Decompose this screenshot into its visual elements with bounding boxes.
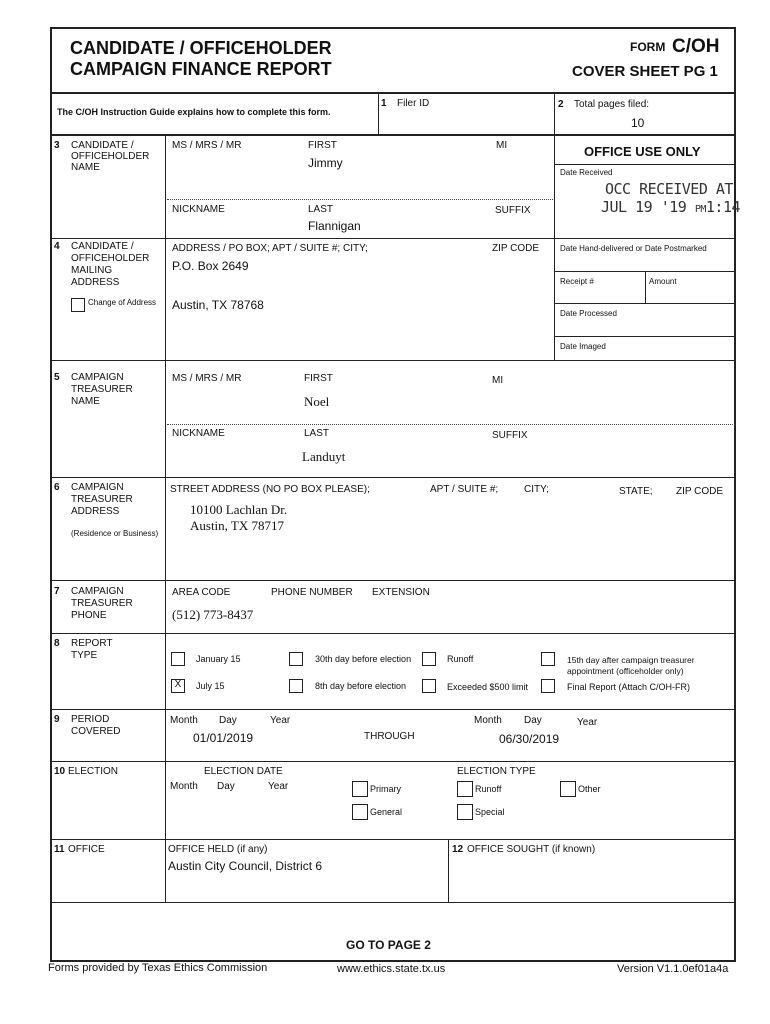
section-7-label: PHONE bbox=[71, 610, 107, 621]
footer-url[interactable]: www.ethics.state.tx.us bbox=[337, 963, 446, 975]
form-prefix: FORM bbox=[630, 40, 666, 54]
election-other-label: Other bbox=[578, 784, 601, 794]
form-code: C/OH bbox=[672, 36, 720, 57]
report-type-july-label: July 15 bbox=[196, 681, 225, 691]
election-other-checkbox[interactable] bbox=[560, 781, 576, 797]
cover-sheet-label: COVER SHEET PG 1 bbox=[572, 63, 718, 80]
mailing-zip-header: ZIP CODE bbox=[492, 243, 540, 254]
election-special-label: Special bbox=[475, 807, 505, 817]
treasurer-suffix-label: SUFFIX bbox=[492, 430, 528, 441]
go-to-page-2: GO TO PAGE 2 bbox=[346, 938, 431, 952]
section-5-num: 5 bbox=[54, 372, 60, 383]
treasurer-title-label: MS / MRS / MR bbox=[172, 373, 242, 384]
section-11-num: 11 bbox=[54, 844, 65, 855]
section-10-label: ELECTION bbox=[68, 766, 119, 777]
report-type-january-label: January 15 bbox=[196, 654, 241, 664]
section-5-label: NAME bbox=[71, 396, 100, 407]
candidate-nickname-label: NICKNAME bbox=[172, 204, 225, 215]
date-imaged-label: Date Imaged bbox=[560, 342, 606, 351]
filer-id-label: Filer ID bbox=[397, 98, 430, 109]
treasurer-first-name[interactable]: Noel bbox=[304, 394, 330, 409]
treasurer-state-header: STATE; bbox=[619, 486, 653, 497]
report-type-final-label: Final Report (Attach C/OH-FR) bbox=[567, 682, 691, 692]
period-from-day-label: Day bbox=[219, 715, 237, 726]
report-type-500-label: Exceeded $500 limit bbox=[447, 682, 529, 692]
section-6-label: ADDRESS bbox=[71, 506, 120, 517]
section-8-label: TYPE bbox=[71, 650, 98, 661]
election-runoff-checkbox[interactable] bbox=[457, 781, 473, 797]
section-4-num: 4 bbox=[54, 241, 60, 252]
period-from-year-label: Year bbox=[270, 715, 291, 726]
section-4-label: ADDRESS bbox=[71, 277, 120, 288]
report-type-january-checkbox[interactable] bbox=[171, 652, 185, 666]
report-type-500-checkbox[interactable] bbox=[422, 679, 436, 693]
candidate-last-label: LAST bbox=[308, 204, 334, 215]
treasurer-apt-header: APT / SUITE #; bbox=[430, 484, 499, 495]
election-general-checkbox[interactable] bbox=[352, 804, 368, 820]
report-type-runoff-checkbox[interactable] bbox=[422, 652, 436, 666]
section-8-label: REPORT bbox=[71, 638, 113, 649]
period-to-day-label: Day bbox=[524, 715, 542, 726]
candidate-first-name[interactable]: Jimmy bbox=[308, 156, 343, 170]
treasurer-address-line2[interactable]: Austin, TX 78717 bbox=[190, 518, 285, 533]
section-5-label: CAMPAIGN bbox=[71, 372, 124, 383]
section-9-num: 9 bbox=[54, 714, 60, 725]
section-6-num: 6 bbox=[54, 482, 60, 493]
mailing-address-header: ADDRESS / PO BOX; APT / SUITE #; CITY; bbox=[172, 243, 368, 254]
treasurer-mi-label: MI bbox=[492, 375, 504, 386]
area-code-label: AREA CODE bbox=[172, 587, 231, 598]
report-type-30day-checkbox[interactable] bbox=[289, 652, 303, 666]
period-to-year-label: Year bbox=[577, 717, 598, 728]
date-processed-label: Date Processed bbox=[560, 309, 617, 318]
election-primary-label: Primary bbox=[370, 784, 401, 794]
report-type-30day-label: 30th day before election bbox=[315, 654, 412, 664]
section-7-label: TREASURER bbox=[71, 598, 133, 609]
residence-note: (Residence or Business) bbox=[71, 529, 159, 538]
period-through-label: THROUGH bbox=[364, 731, 415, 742]
date-received-label: Date Received bbox=[560, 168, 613, 177]
candidate-suffix-label: SUFFIX bbox=[495, 205, 531, 216]
election-day-label: Day bbox=[217, 781, 235, 792]
treasurer-first-label: FIRST bbox=[304, 373, 333, 384]
office-sought-label: OFFICE SOUGHT (if known) bbox=[467, 844, 596, 855]
section-3-label: OFFICEHOLDER bbox=[71, 151, 150, 162]
section-9-label: PERIOD bbox=[71, 714, 110, 725]
election-general-label: General bbox=[370, 807, 403, 817]
treasurer-nickname-label: NICKNAME bbox=[172, 428, 225, 439]
office-use-title: OFFICE USE ONLY bbox=[584, 144, 701, 159]
election-month-label: Month bbox=[170, 781, 198, 792]
rule bbox=[50, 92, 736, 94]
treasurer-zip-header: ZIP CODE bbox=[676, 486, 724, 497]
section-11-label: OFFICE bbox=[68, 844, 105, 855]
received-stamp-line1: OCC RECEIVED AT bbox=[605, 180, 733, 198]
treasurer-last-label: LAST bbox=[304, 428, 330, 439]
section-3-label: CANDIDATE / bbox=[71, 140, 134, 151]
section-9-label: COVERED bbox=[71, 726, 121, 737]
election-special-checkbox[interactable] bbox=[457, 804, 473, 820]
election-primary-checkbox[interactable] bbox=[352, 781, 368, 797]
treasurer-street-header: STREET ADDRESS (NO PO BOX PLEASE); bbox=[170, 484, 370, 495]
phone-number-label: PHONE NUMBER bbox=[271, 587, 353, 598]
amount-label: Amount bbox=[649, 277, 677, 286]
treasurer-phone-value[interactable]: (512) 773-8437 bbox=[172, 607, 254, 622]
total-pages-num: 2 bbox=[558, 99, 564, 110]
section-6-label: TREASURER bbox=[71, 494, 133, 505]
report-type-final-checkbox[interactable] bbox=[541, 679, 555, 693]
period-from-date[interactable]: 01/01/2019 bbox=[193, 731, 254, 745]
office-held-label: OFFICE HELD (if any) bbox=[168, 844, 268, 855]
section-8-num: 8 bbox=[54, 638, 60, 649]
report-type-runoff-label: Runoff bbox=[447, 654, 474, 664]
section-10-num: 10 bbox=[54, 766, 66, 777]
candidate-first-label: FIRST bbox=[308, 140, 337, 151]
election-type-header: ELECTION TYPE bbox=[457, 766, 536, 777]
treasurer-address-line1[interactable]: 10100 Lachlan Dr. bbox=[190, 502, 288, 517]
section-12-num: 12 bbox=[452, 844, 464, 855]
section-3-num: 3 bbox=[54, 140, 60, 151]
report-type-15day-label: appointment (officeholder only) bbox=[567, 666, 684, 676]
candidate-last-name[interactable]: Flannigan bbox=[308, 219, 361, 233]
received-stamp-line2: JUL 19 '19 PM1:14 bbox=[601, 198, 741, 216]
candidate-title-label: MS / MRS / MR bbox=[172, 140, 242, 151]
receipt-label: Receipt # bbox=[560, 277, 594, 286]
section-4-label: MAILING bbox=[71, 265, 113, 276]
total-pages-value[interactable]: 10 bbox=[631, 116, 645, 130]
change-of-address-checkbox[interactable] bbox=[71, 298, 85, 312]
instruction-text: The C/OH Instruction Guide explains how to complete this form. bbox=[57, 107, 331, 117]
election-year-label: Year bbox=[268, 781, 289, 792]
hand-delivered-label: Date Hand-delivered or Date Postmarked bbox=[560, 244, 707, 253]
report-type-july-checkbox[interactable]: X bbox=[171, 679, 185, 693]
treasurer-last-name[interactable]: Landuyt bbox=[302, 449, 346, 464]
report-type-15day-checkbox[interactable] bbox=[541, 652, 555, 666]
filer-id-num: 1 bbox=[381, 98, 387, 109]
mailing-address-line2[interactable]: Austin, TX 78768 bbox=[172, 298, 264, 312]
election-date-header: ELECTION DATE bbox=[204, 766, 283, 777]
footer-version: Version V1.1.0ef01a4a bbox=[617, 963, 729, 975]
election-runoff-label: Runoff bbox=[475, 784, 502, 794]
mailing-address-line1[interactable]: P.O. Box 2649 bbox=[172, 259, 249, 273]
section-7-label: CAMPAIGN bbox=[71, 586, 124, 597]
section-6-label: CAMPAIGN bbox=[71, 482, 124, 493]
period-from-month-label: Month bbox=[170, 715, 198, 726]
report-type-8day-label: 8th day before election bbox=[315, 681, 407, 691]
report-type-15day-label: 15th day after campaign treasurer bbox=[567, 655, 695, 665]
report-type-8day-checkbox[interactable] bbox=[289, 679, 303, 693]
footer-provided-by: Forms provided by Texas Ethics Commission bbox=[48, 962, 268, 974]
section-4-label: OFFICEHOLDER bbox=[71, 253, 150, 264]
period-to-date[interactable]: 06/30/2019 bbox=[499, 732, 560, 746]
section-7-num: 7 bbox=[54, 586, 60, 597]
treasurer-city-header: CITY; bbox=[524, 484, 549, 495]
change-of-address-label: Change of Address bbox=[88, 298, 157, 307]
period-to-month-label: Month bbox=[474, 715, 502, 726]
section-5-label: TREASURER bbox=[71, 384, 133, 395]
section-3-label: NAME bbox=[71, 162, 100, 173]
extension-label: EXTENSION bbox=[372, 587, 430, 598]
total-pages-label: Total pages filed: bbox=[574, 99, 650, 110]
section-4-label: CANDIDATE / bbox=[71, 241, 134, 252]
candidate-mi-label: MI bbox=[496, 140, 508, 151]
office-held-value[interactable]: Austin City Council, District 6 bbox=[168, 859, 323, 873]
form-title-line1: CANDIDATE / OFFICEHOLDER bbox=[70, 38, 332, 58]
form-title-line2: CAMPAIGN FINANCE REPORT bbox=[70, 59, 332, 79]
